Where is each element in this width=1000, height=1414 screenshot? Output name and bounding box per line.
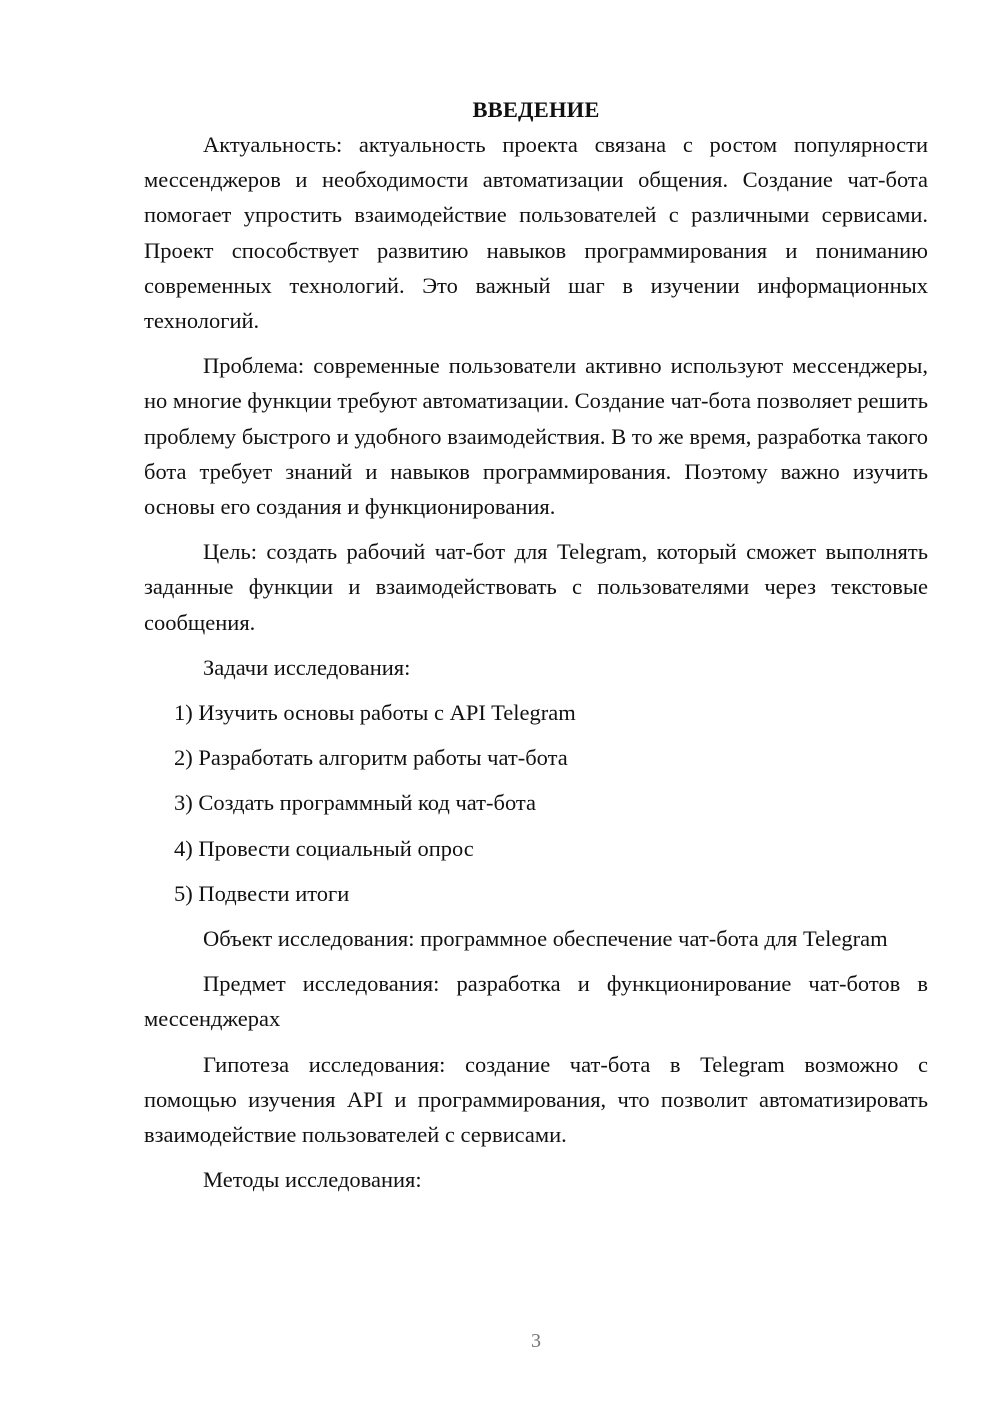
paragraph-object: Объект исследования: программное обеспечение чат-бота для Telegram (203, 926, 888, 952)
methods-heading: Методы исследования: (203, 1167, 422, 1193)
section-title: ВВЕДЕНИЕ (472, 97, 600, 122)
page-number: 3 (531, 1330, 541, 1352)
tasks-list (144, 695, 928, 911)
list-item: 3) Создать программный код чат-бота (174, 790, 536, 816)
tasks-heading: Задачи исследования: (203, 654, 411, 680)
list-item: 5) Подвести итоги (174, 880, 350, 906)
paragraph-goal: Цель: создать рабочий чат-бот для Telegram, который сможет выполнять заданные функции и взаимодействовать с пользователями через текстовые сообщения. (144, 539, 928, 635)
paragraph-relevance: Актуальность: актуальность проекта связана с ростом популярности мессенджеров и необходимости автоматизации общения. Создание чат-бота помогает упростить взаимодействие пользователей с различными сервисами. Проект способствует развитию навыков программирования и пониманию современных технологий. Это важный шаг в изучении информационных технологий. (144, 132, 928, 334)
paragraph-hypothesis: Гипотеза исследования: создание чат-бота в Telegram возможно с помощью изучения API и программирования, что позволит автоматизировать взаимодействие пользователей с сервисами. (144, 1051, 928, 1148)
list-item: 1) Изучить основы работы с API Telegram (174, 700, 576, 726)
list-item: 4) Провести социальный опрос (174, 835, 474, 861)
list-item: 2) Разработать алгоритм работы чат-бота (174, 745, 568, 771)
paragraph-problem: Проблема: современные пользователи активно используют мессенджеры, но многие функции требуют автоматизации. Создание чат-бота позволяет решить проблему быстрого и удобного взаимодействия. В то же время, разработка такого бота требует знаний и навыков программирования. Поэтому важно изучить основы его создания и функционирования. (144, 353, 928, 520)
paragraph-subject: Предмет исследования: разработка и функционирование чат-ботов в мессенджерах (144, 971, 928, 1032)
document-page (144, 92, 928, 1207)
